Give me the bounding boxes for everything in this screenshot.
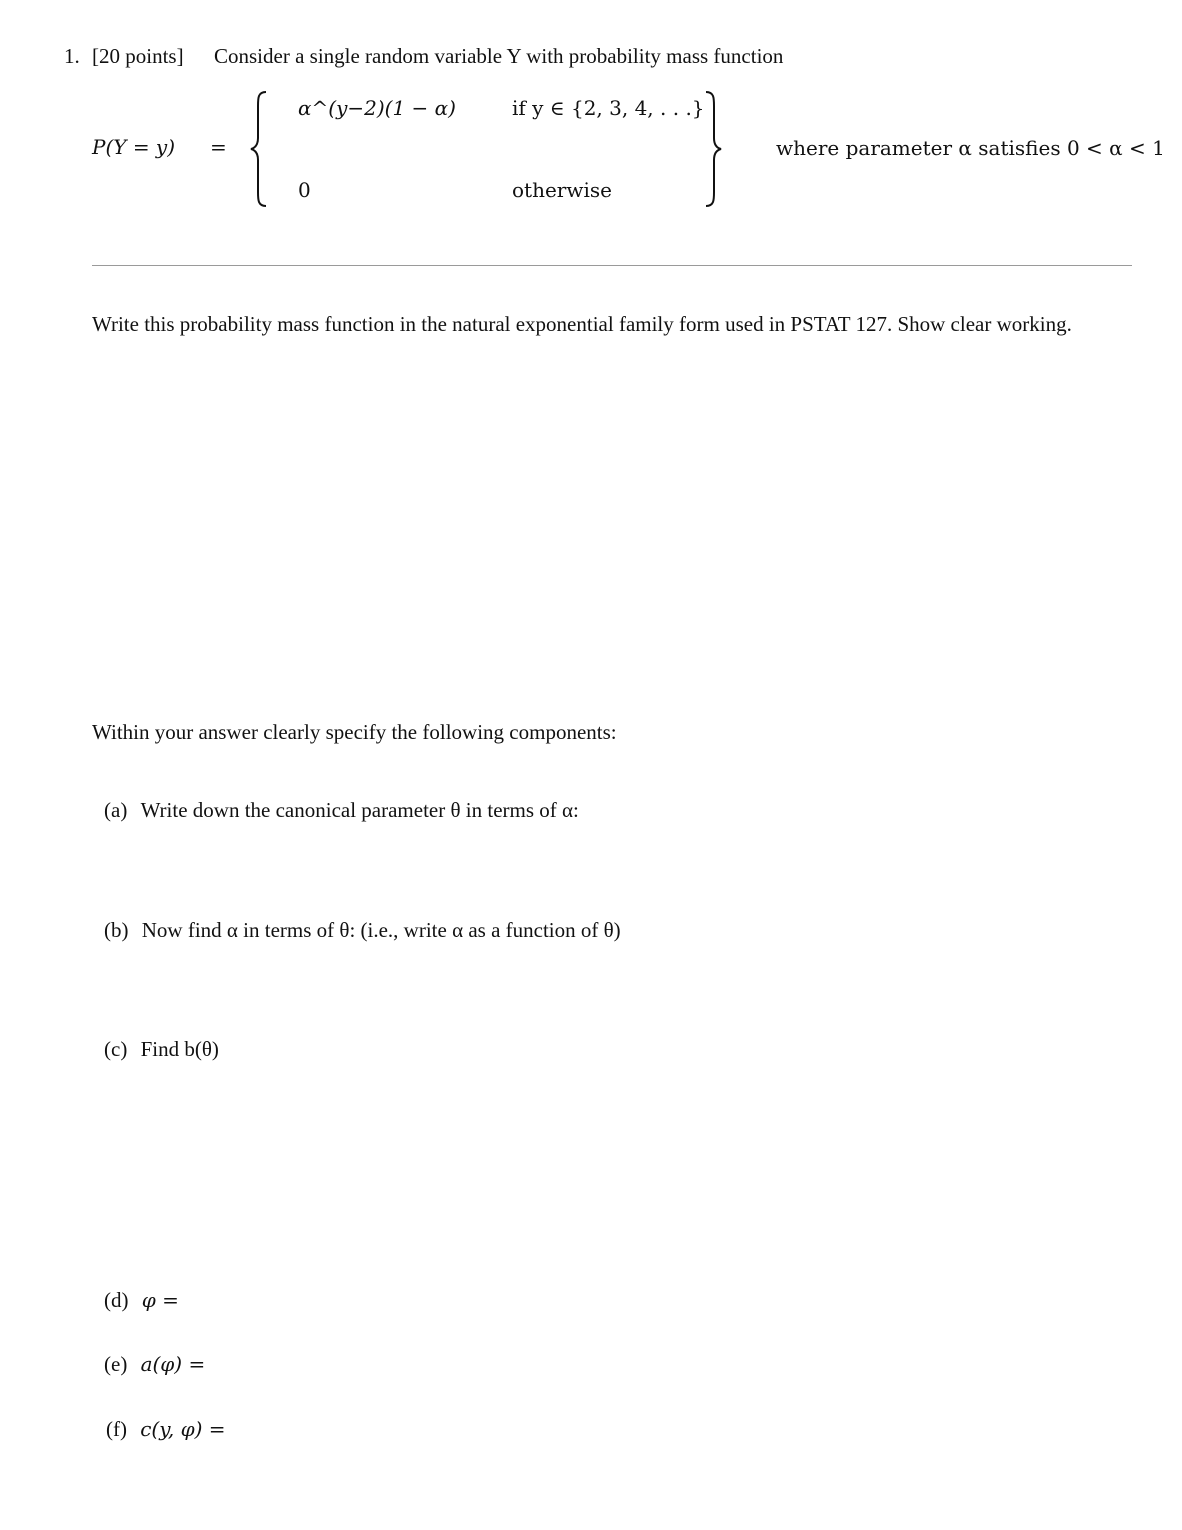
- right-brace-icon: [702, 90, 724, 208]
- pmf-case2-value: 0: [298, 178, 311, 202]
- part-f: [106, 1417, 226, 1442]
- section-divider: [92, 265, 1132, 266]
- question-number: 1.: [64, 44, 80, 68]
- part-c-text: Find b(θ): [140, 1037, 219, 1061]
- instruction-text: Write this probability mass function in the natural exponential family form used in PSTAT 127. Show clear working.: [92, 312, 1072, 336]
- pmf-case2-condition: otherwise: [512, 178, 612, 202]
- part-d: [104, 1288, 179, 1313]
- part-c-label: (c): [104, 1037, 128, 1061]
- part-e-text: a(φ) =: [140, 1352, 206, 1376]
- part-a: [104, 798, 579, 823]
- pmf-case1-condition: if y ∈ {2, 3, 4, . . .}: [512, 96, 705, 120]
- part-c: [104, 1037, 219, 1062]
- part-b-text: Now find α in terms of θ: (i.e., write α as a function of θ): [141, 918, 621, 942]
- pmf-constraint: where parameter α satisfies 0 < α < 1: [776, 136, 1165, 160]
- pmf-lhs: P(Y = y): [92, 135, 176, 159]
- part-f-label: (f): [106, 1417, 127, 1441]
- part-a-text: Write down the canonical parameter θ in terms of α:: [140, 798, 579, 822]
- part-e: [104, 1352, 205, 1377]
- part-d-label: (d): [104, 1288, 129, 1312]
- part-b-label: (b): [104, 918, 129, 942]
- part-e-label: (e): [104, 1352, 128, 1376]
- part-a-label: (a): [104, 798, 128, 822]
- part-d-text: φ =: [141, 1288, 179, 1312]
- part-f-text: c(y, φ) =: [140, 1417, 226, 1441]
- pmf-case1-value: α^(y−2)(1 − α): [298, 96, 456, 120]
- components-intro: Within your answer clearly specify the following components:: [92, 720, 617, 744]
- left-brace-icon: [248, 90, 270, 208]
- question-points: [20 points]: [92, 44, 184, 68]
- pmf-equals: =: [210, 135, 227, 159]
- part-b: [104, 918, 621, 943]
- question-intro: Consider a single random variable Y with probability mass function: [214, 44, 784, 68]
